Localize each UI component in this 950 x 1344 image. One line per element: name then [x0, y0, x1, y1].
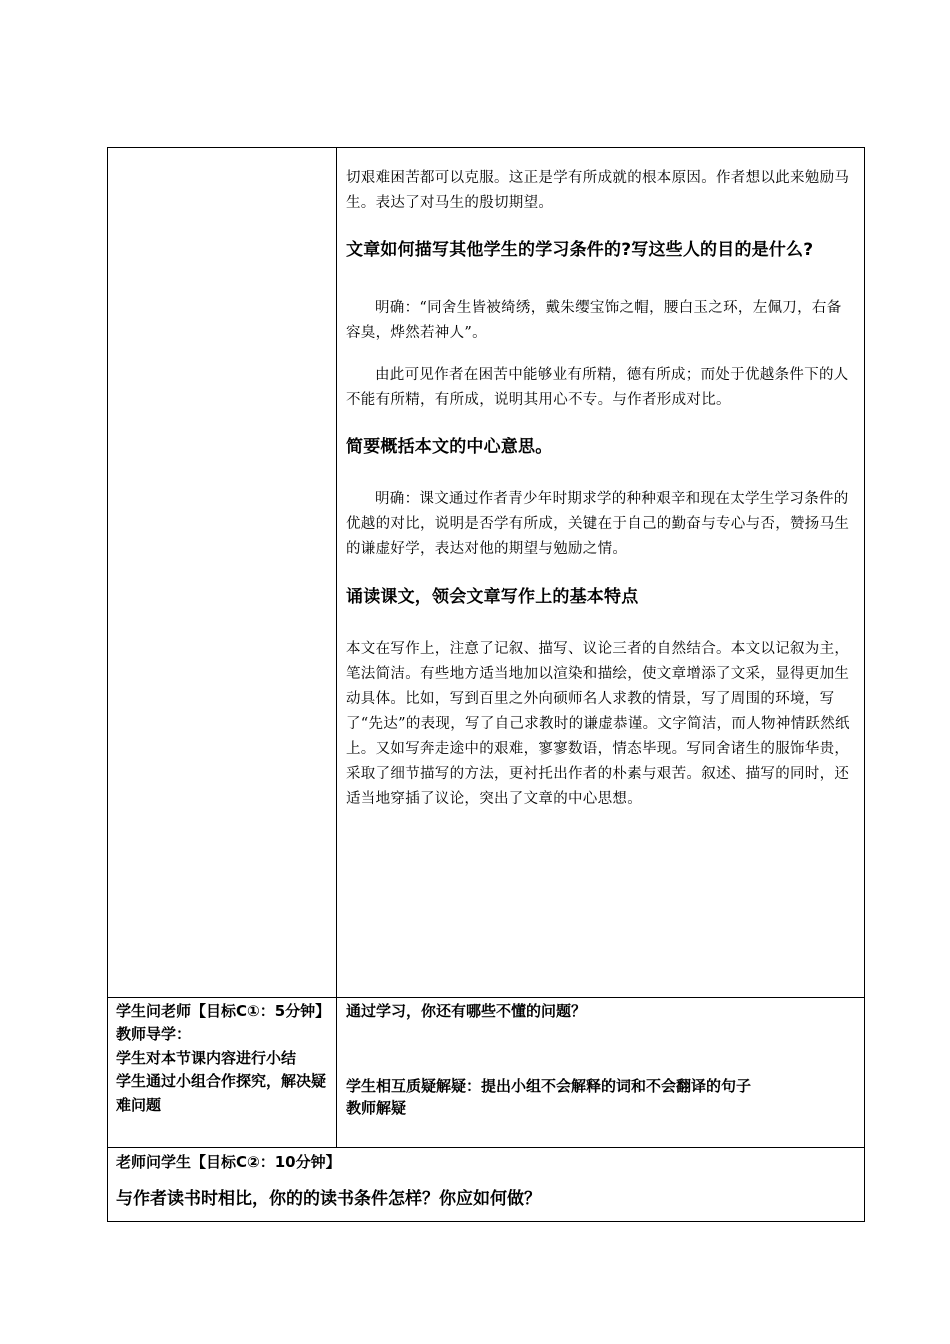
lesson-plan-table: [107, 147, 865, 1222]
reflection-question: 与作者读书时相比，你的的读书条件怎样？你应如何做？: [116, 1189, 541, 1209]
teacher-answer-text: 教师解疑: [346, 1099, 407, 1117]
question-heading-1: 文章如何描写其他学生的学习条件的?写这些人的目的是什么?: [346, 240, 814, 260]
right-cell-questions: [337, 998, 865, 1148]
question-heading-3: 诵读课文，领会文章写作上的基本特点: [346, 587, 639, 607]
peer-qa-text: 学生相互质疑解疑：提出小组不会解释的词和不会翻译的句子: [346, 1077, 752, 1095]
goal-label: 学生问老师【目标C①：5分钟】: [116, 1002, 331, 1020]
left-cell-empty: [108, 148, 337, 998]
table-row: [108, 998, 865, 1148]
paragraph-conclusion: 切艰难困苦都可以克服。这正是学有所成就的根本原因。作者想以此来勉励马生。表达了对马生的殷切期望。: [346, 170, 850, 211]
unresolved-question: 通过学习，你还有哪些不懂的问题？: [346, 1002, 587, 1020]
table-row: [108, 1148, 865, 1222]
teacher-asks-cell: [108, 1148, 865, 1222]
teacher-guide-label: 教师导学：: [116, 1025, 192, 1044]
left-cell-student-asks: [108, 998, 337, 1148]
content-cell: [337, 148, 865, 998]
answer-central-idea: 明确：课文通过作者青少年时期求学的种种艰辛和现在太学生学习条件的优越的对比，说明是否学有所成，关键在于自己的勤奋与专心与否，赞扬马生的谦虚好学，表达对他的期望与勉励之情。: [346, 491, 850, 557]
question-heading-2: 简要概括本文的中心意思。: [346, 437, 553, 457]
group-inquiry-text: 学生通过小组合作探究，解决疑难问题: [116, 1072, 327, 1114]
goal-label-c2: 老师问学生【目标C②：10分钟】: [116, 1153, 341, 1171]
answer-contrast: 由此可见作者在困苦中能够业有所精，德有所成；而处于优越条件下的人不能有所精，有所成，说明其用心不专。与作者形成对比。: [346, 367, 849, 408]
answer-writing-features: 本文在写作上，注意了记叙、描写、议论三者的自然结合。本文以记叙为主，笔法简洁。有些地方适当地加以渲染和描绘，使文章增添了文采，显得更加生动具体。比如，写到百里之外向硕师名人求教的情景，写了周围的环境，写了“先达”的表现，写了自己求教时的谦虚恭谨。文字简洁，而人物神情跃然纸上。又如写奔走途中的艰难，寥寥数语，情态毕现。写同舍诸生的服饰华贵，采取了细节描写的方法，更衬托出作者的朴素与艰苦。叙述、描写的同时，还适当地穿插了议论，突出了文章的中心思想。: [346, 641, 850, 807]
answer-quote: 明确：“同舍生皆被绮绣，戴朱缨宝饰之帽，腰白玉之环，左佩刀，右备容臭，烨然若神人”。: [346, 300, 842, 341]
table-row: [108, 148, 865, 998]
summary-text: 学生对本节课内容进行小结: [116, 1048, 297, 1067]
